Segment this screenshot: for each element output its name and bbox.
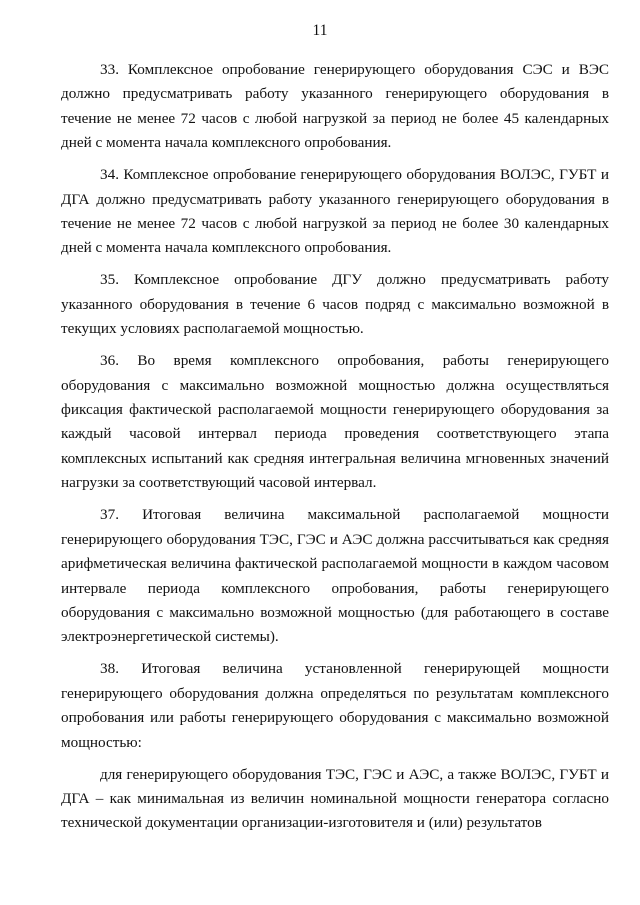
paragraph-38-item: для генерирующего оборудования ТЭС, ГЭС и АЭС, а также ВОЛЭС, ГУБТ и ДГА – как минимальная из величин номинальной мощности генератора согласно технической документации организации-изготовителя и (или) результатов bbox=[61, 765, 609, 832]
paragraph-35: 35. Комплексное опробование ДГУ должно предусматривать работу указанного оборудования в течение 6 часов подряд с максимально возможной в текущих условиях располагаемой мощностью. bbox=[61, 271, 609, 338]
page-number: 11 bbox=[312, 22, 328, 39]
paragraph-36: 36. Во время комплексного опробования, работы генерирующего оборудования с максимально возможной мощностью должна осуществляться фиксация фактической располагаемой мощности генерирующего оборудования за каждый часовой интервал периода проведения соответствующего этапа комплексных испытаний как средняя интегральная величина мгновенных значений нагрузки за соответствующий часовой интервал. bbox=[61, 352, 609, 492]
paragraph-37: 37. Итоговая величина максимальной располагаемой мощности генерирующего оборудования ТЭС, ГЭС и АЭС должна рассчитываться как средняя арифметическая величина фактической располагаемой мощности в каждом часовом интервале периода комплексного опробования, работы генерирующего оборудования с максимально возможной мощностью (для работающего в составе электроэнергетической системы). bbox=[61, 506, 609, 646]
paragraph-34: 34. Комплексное опробование генерирующего оборудования ВОЛЭС, ГУБТ и ДГА должно предусматривать работу указанного генерирующего оборудования в течение не менее 72 часов с любой нагрузкой за период не более 30 календарных дней с момента начала комплексного опробования. bbox=[61, 166, 609, 257]
document-body bbox=[61, 58, 609, 836]
paragraph-33: 33. Комплексное опробование генерирующего оборудования СЭС и ВЭС должно предусматривать работу указанного генерирующего оборудования в течение не менее 72 часов с любой нагрузкой за период не более 45 календарных дней с момента начала комплексного опробования. bbox=[61, 61, 609, 152]
paragraph-38: 38. Итоговая величина установленной генерирующей мощности генерирующего оборудования должна определяться по результатам комплексного опробования или работы генерирующего оборудования с максимально возможной мощностью: bbox=[61, 660, 609, 751]
